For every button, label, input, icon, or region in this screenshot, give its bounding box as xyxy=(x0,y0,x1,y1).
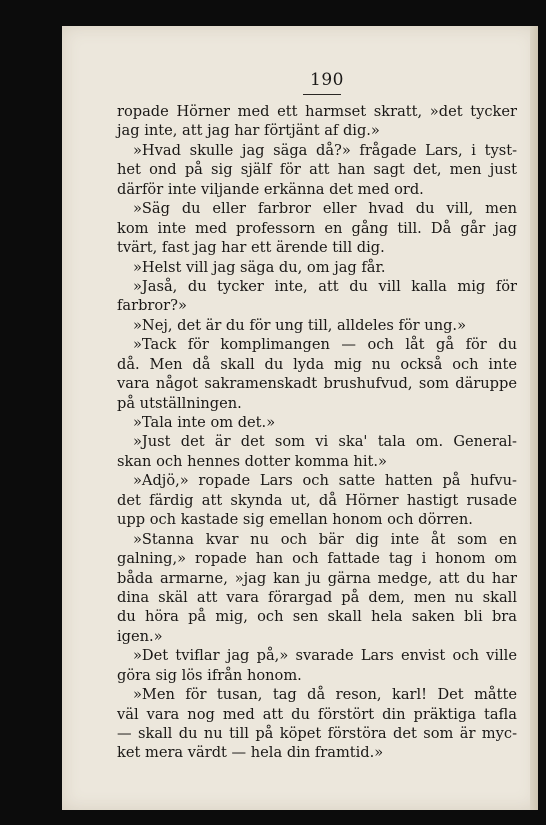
text-line: »Jaså, du tycker inte, att du vill kalla mig för xyxy=(133,277,517,295)
text-line: het ond på sig själf för att han sagt det, men just xyxy=(117,161,517,179)
text-line: »Men för tusan, tag då reson, karl! Det måtte xyxy=(133,686,517,704)
text-line: »Adjö,» ropade Lars och satte hatten på hufvu- xyxy=(133,472,517,490)
text-line: skan och hennes dotter komma hit.» xyxy=(117,452,387,470)
page-number-rule xyxy=(303,94,341,95)
text-line: »Nej, det är du för ung till, alldeles för ung.» xyxy=(133,316,466,334)
text-line: »Tack för komplimangen — och låt gå för du xyxy=(133,336,517,354)
text-line: igen.» xyxy=(117,627,163,645)
text-line: ket mera värdt — hela din framtid.» xyxy=(117,744,384,762)
text-line: dina skäl att vara förargad på dem, men nu skall xyxy=(117,588,517,606)
text-line: galning,» ropade han och fattade tag i honom om xyxy=(117,550,517,568)
text-line: »Hvad skulle jag säga då?» frågade Lars, i tyst- xyxy=(133,141,517,159)
text-line: jag inte, att jag har förtjänt af dig.» xyxy=(117,122,380,140)
text-line: du höra på mig, och sen skall hela saken bli bra xyxy=(117,608,517,626)
text-line: kom inte med professorn en gång till. Då går jag xyxy=(117,219,517,237)
text-line: göra sig lös ifrån honom. xyxy=(117,666,302,684)
page-edge xyxy=(530,26,538,810)
text-line: farbror?» xyxy=(117,297,187,315)
text-line: »Det tviflar jag på,» svarade Lars envist och ville xyxy=(133,647,517,665)
text-line: då. Men då skall du lyda mig nu också och inte xyxy=(117,355,517,373)
text-line: på utställningen. xyxy=(117,394,242,412)
text-line: »Helst vill jag säga du, om jag får. xyxy=(133,258,386,276)
text-line: »Just det är det som vi ska' tala om. General- xyxy=(133,433,517,451)
text-line: »Säg du eller farbror eller hvad du vill, men xyxy=(133,200,517,218)
text-line: väl vara nog med att du förstört din präktiga tafla xyxy=(117,705,517,723)
paper-page xyxy=(62,26,538,810)
page-number: 190 xyxy=(310,70,344,90)
body-text xyxy=(117,102,517,763)
text-line: »Stanna kvar nu och bär dig inte åt som en xyxy=(133,530,517,548)
text-line: vara något sakramenskadt brushufvud, som däruppe xyxy=(117,375,517,393)
text-line: ropade Hörner med ett harmset skratt, »det tycker xyxy=(117,103,517,120)
text-line: därför inte viljande erkänna det med ord. xyxy=(117,180,424,198)
text-line: — skall du nu till på köpet förstöra det som är myc- xyxy=(117,725,517,742)
text-line: båda armarne, »jag kan ju gärna medge, att du har xyxy=(117,569,517,587)
text-line: upp och kastade sig emellan honom och dörren. xyxy=(117,511,473,529)
text-line: tvärt, fast jag har ett ärende till dig. xyxy=(117,239,385,257)
text-line: »Tala inte om det.» xyxy=(133,414,276,431)
text-line: det färdig att skynda ut, då Hörner hastigt rusade xyxy=(117,491,517,509)
